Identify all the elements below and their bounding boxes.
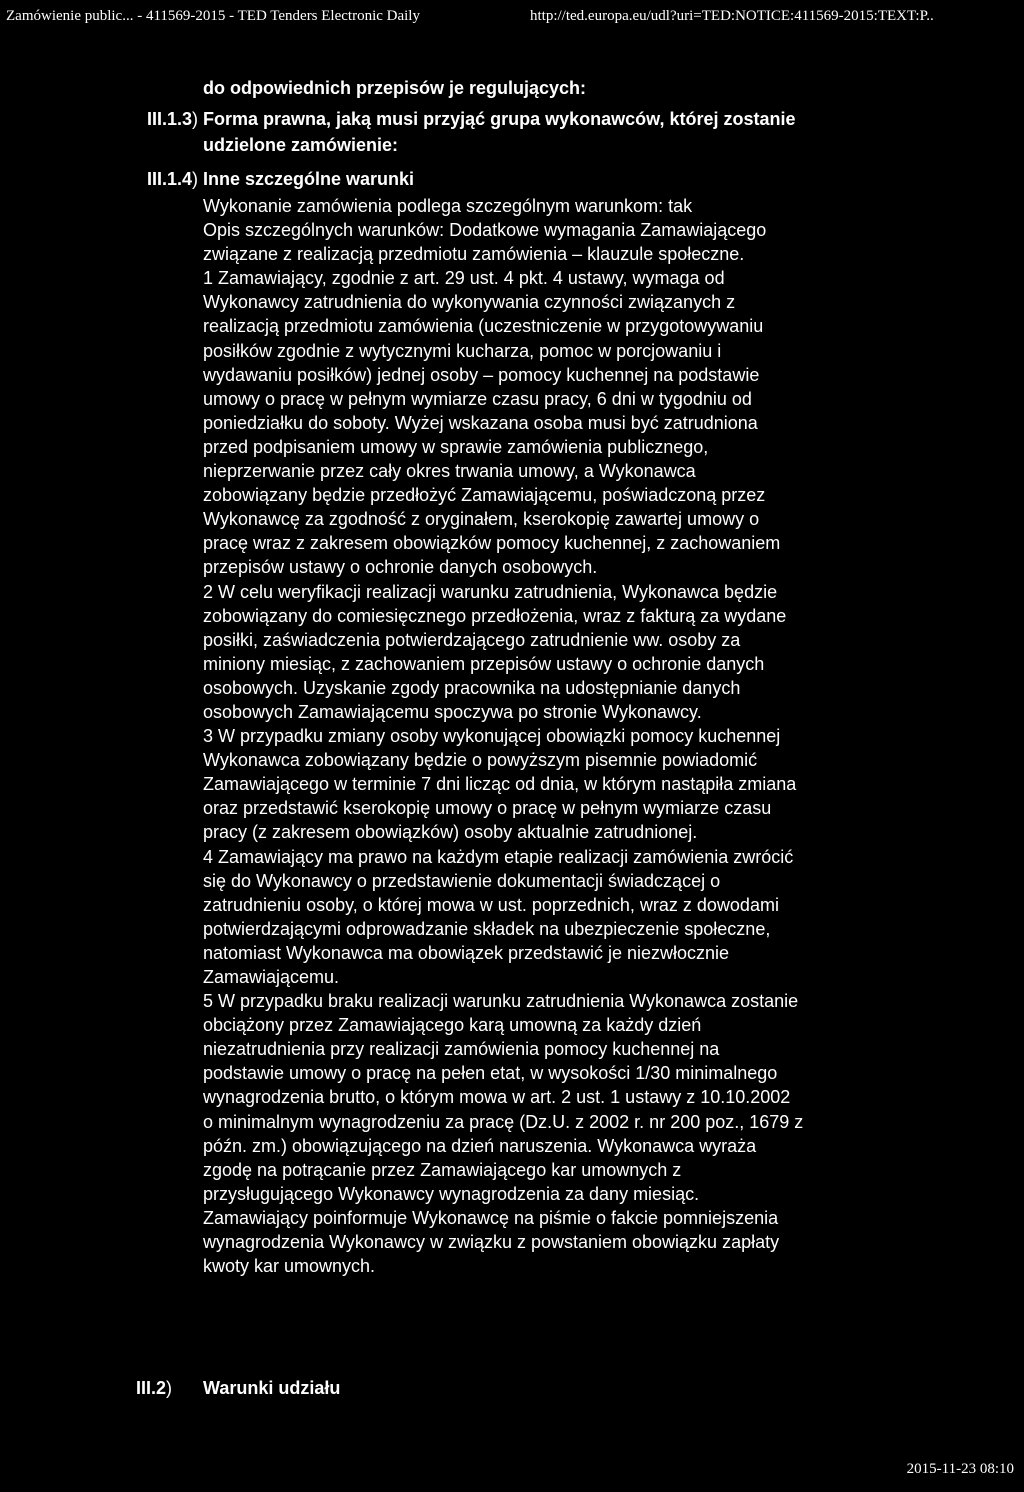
section-number-iii-2 (136, 1375, 172, 1401)
section-body-iii-1-4 (203, 194, 903, 1278)
body-line: obciążony przez Zamawiającego karą umowną za każdy dzień (203, 1015, 702, 1036)
body-line: 5 W przypadku braku realizacji warunku zatrudnienia Wykonawca zostanie (203, 991, 799, 1012)
browser-print-header-title: Zamówienie public... - 411569-2015 - TED Tenders Electronic Daily (6, 8, 420, 24)
body-line: posiłków zgodnie z wytycznymi kucharza, pomoc w porcjowaniu i (203, 340, 722, 361)
print-timestamp: 2015-11-23 08:10 (906, 1461, 1014, 1477)
body-line: Wykonanie zamówienia podlega szczególnym warunkom: tak (203, 196, 693, 216)
body-line: związane z realizacją przedmiotu zamówienia – klauzule społeczne. (203, 244, 745, 265)
body-line: pracy (z zakresem obowiązków) osoby aktualnie zatrudnionej. (203, 822, 698, 843)
body-line: osobowych Zamawiającemu spoczywa po stronie Wykonawcy. (203, 701, 702, 722)
section-title-iii-2: Warunki udziału (203, 1378, 341, 1398)
body-line: przysługującego Wykonawcy wynagrodzenia za dany miesiąc. (203, 1183, 700, 1204)
body-line: zobowiązany do comiesięcznego przedłożenia, wraz z fakturą za wydane (203, 605, 787, 626)
body-line: oraz przedstawić kserokopię umowy o pracę w pełnym wymiarze czasu (203, 798, 772, 819)
section-number-iii-2-paren: ) (166, 1378, 173, 1398)
section-title-iii-1-4: Inne szczególne warunki (203, 169, 415, 189)
body-line: przepisów ustawy o ochronie danych osobowych. (203, 557, 598, 578)
body-line: 4 Zamawiający ma prawo na każdym etapie realizacji zamówienia zwrócić (203, 846, 794, 867)
body-line: miniony miesiąc, z zachowaniem przepisów ustawy o ochronie danych (203, 653, 765, 674)
body-line: poniedziałku do soboty. Wyżej wskazana osoba musi być zatrudniona (203, 412, 758, 433)
body-line: pracę wraz z zakresem obowiązków pomocy kuchennej, z zachowaniem (203, 533, 781, 554)
body-line: natomiast Wykonawca ma obowiązek przedstawić je niezwłocznie (203, 942, 730, 963)
body-line: zatrudnieniu osoby, o której mowa w ust. poprzednich, wraz z dowodami (203, 894, 779, 915)
section-number-iii-1-3 (147, 106, 198, 132)
section-number-iii-1-3-text: III.1.3 (147, 109, 193, 129)
section-number-iii-1-4 (147, 166, 198, 192)
section-number-iii-1-4-paren: ) (192, 169, 199, 189)
body-line: Wykonawcy zatrudnienia do wykonywania czynności związanych z (203, 292, 736, 313)
body-line: o minimalnym wynagrodzeniu za pracę (Dz.U. z 2002 r. nr 200 poz., 1679 z (203, 1111, 804, 1132)
section-number-iii-1-4-text: III.1.4 (147, 169, 193, 189)
body-line: osobowych. Uzyskanie zgody pracownika na udostępnianie danych (203, 677, 741, 698)
body-line: wynagrodzenia brutto, o którym mowa w art. 2 ust. 1 ustawy z 10.10.2002 (203, 1087, 791, 1108)
body-line: zgodę na potrącanie przez Zamawiającego kar umownych z (203, 1159, 682, 1180)
intro-heading: do odpowiednich przepisów je regulujących: (203, 78, 587, 98)
browser-print-header-url: http://ted.europa.eu/udl?uri=TED:NOTICE:411569-2015:TEXT:P.. (530, 8, 934, 24)
body-line: nieprzerwanie przez cały okres trwania umowy, a Wykonawca (203, 461, 696, 482)
body-line: 2 W celu weryfikacji realizacji warunku zatrudnienia, Wykonawca będzie (203, 581, 778, 602)
body-line: Wykonawcę za zgodność z oryginałem, kserokopię zawartej umowy o (203, 509, 760, 530)
body-line: umowy o pracę w pełnym wymiarze czasu pracy, 6 dni w tygodniu od (203, 388, 752, 409)
body-line: niezatrudnienia przy realizacji zamówienia pomocy kuchennej na (203, 1039, 720, 1060)
body-line: kwoty kar umownych. (203, 1256, 376, 1277)
body-line: zobowiązany będzie przedłożyć Zamawiającemu, poświadczoną przez (203, 485, 766, 506)
section-number-iii-1-3-paren: ) (192, 109, 199, 129)
body-line: przed podpisaniem umowy w sprawie zamówienia publicznego, (203, 436, 709, 457)
body-line: wynagrodzenia Wykonawcy w związku z powstaniem obowiązku zapłaty (203, 1232, 780, 1253)
body-line: Zamawiającego w terminie 7 dni licząc od dnia, w którym nastąpiła zmiana (203, 774, 797, 795)
body-line: Zamawiający poinformuje Wykonawcę na piśmie o fakcie pomniejszenia (203, 1207, 779, 1228)
body-line: wydawaniu posiłków) jednej osoby – pomocy kuchennej na podstawie (203, 364, 760, 385)
body-line: Opis szczególnych warunków: Dodatkowe wymagania Zamawiającego (203, 220, 767, 241)
body-line: się do Wykonawcy o przedstawienie dokumentacji świadczącej o (203, 870, 721, 891)
body-line: realizacją przedmiotu zamówienia (uczestniczenie w przygotowywaniu (203, 316, 764, 337)
body-line: późn. zm.) obowiązującego na dzień naruszenia. Wykonawca wyraża (203, 1135, 757, 1156)
body-line: 1 Zamawiający, zgodnie z art. 29 ust. 4 pkt. 4 ustawy, wymaga od (203, 268, 725, 289)
body-line: Wykonawca zobowiązany będzie o powyższym pisemnie powiadomić (203, 750, 758, 771)
section-title-iii-1-3 (203, 106, 923, 158)
body-line: Zamawiającemu. (203, 967, 340, 987)
body-line: podstawie umowy o pracę na pełen etat, w wysokości 1/30 minimalnego (203, 1063, 778, 1084)
section-number-iii-2-text: III.2 (136, 1378, 167, 1398)
section-title-iii-1-3-line-1: Forma prawna, jaką musi przyjąć grupa wykonawców, której zostanie (203, 109, 796, 129)
section-title-iii-1-3-line-2: udzielone zamówienie: (203, 135, 399, 155)
body-line: posiłki, zaświadczenia potwierdzającego zatrudnienie ww. osoby za (203, 629, 741, 650)
body-line: potwierdzającymi odprowadzanie składek na ubezpieczenie społeczne, (203, 918, 771, 939)
body-line: 3 W przypadku zmiany osoby wykonującej obowiązki pomocy kuchennej (203, 726, 781, 747)
